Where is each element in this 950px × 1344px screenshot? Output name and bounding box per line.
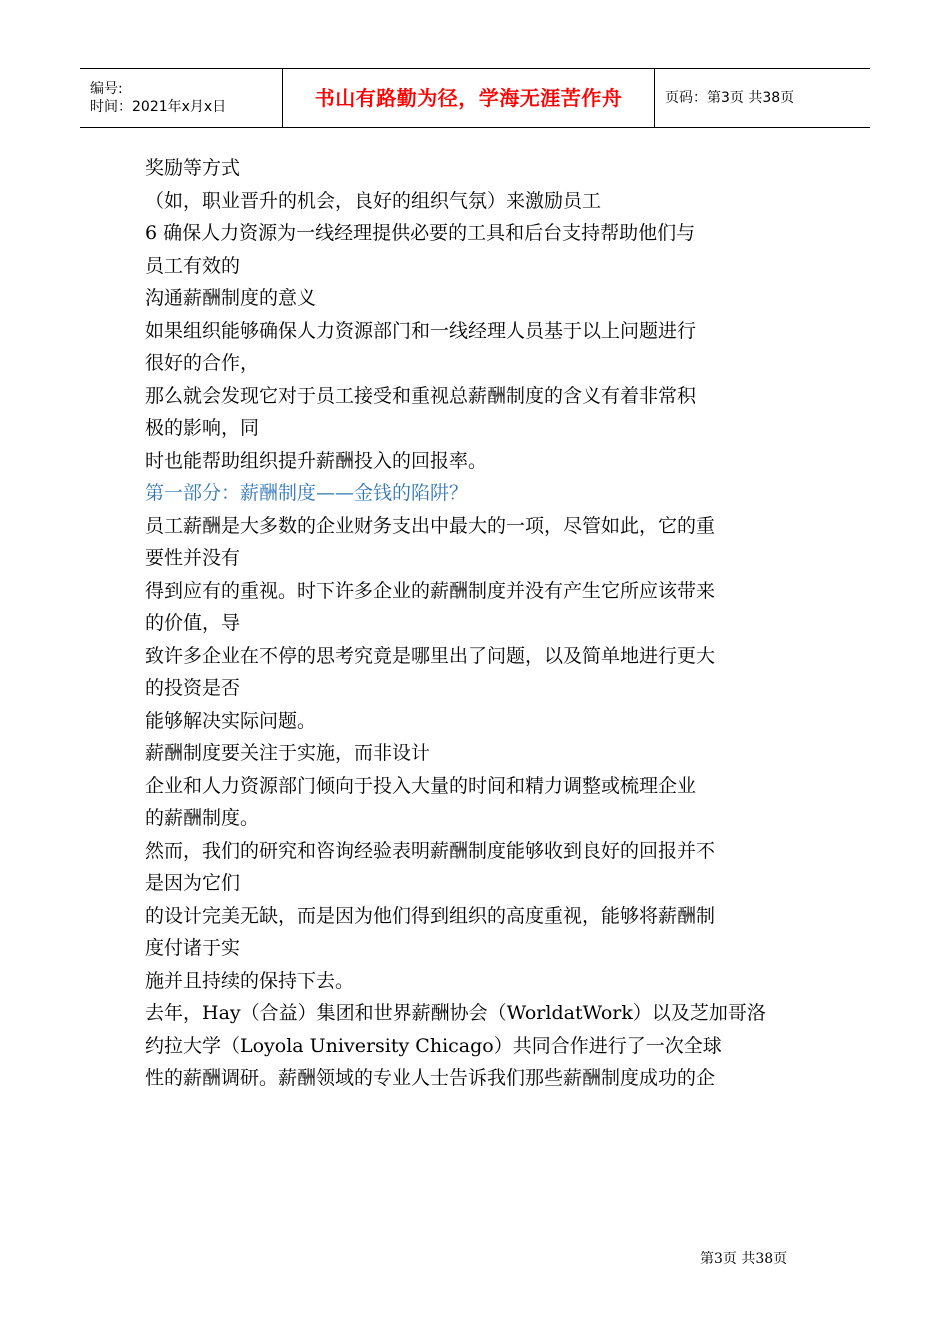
- header-motto-cell: [283, 69, 655, 127]
- text-line: 的薪酬制度。: [145, 807, 260, 829]
- footer-page-number: 第3页 共38页: [700, 1251, 788, 1267]
- text-line: 的投资是否: [145, 677, 241, 699]
- text-line: 度付诸于实: [145, 937, 241, 959]
- text-line: 能够解决实际问题。: [145, 709, 317, 732]
- text-line: 6 确保人力资源为一线经理提供必要的工具和后台支持帮助他们与: [145, 222, 696, 244]
- document-time-label: 时间：2021年x月x日: [90, 99, 227, 115]
- text-line: 很好的合作，: [145, 352, 260, 374]
- text-line: 的价值，导: [145, 612, 241, 634]
- text-line: 如果组织能够确保人力资源部门和一线经理人员基于以上问题进行: [145, 319, 697, 342]
- text-line: （如，职业晋升的机会，良好的组织气氛）来激励员工: [145, 189, 602, 212]
- section-heading: 第一部分：薪酬制度——金钱的陷阱？: [145, 482, 469, 504]
- text-line: 那么就会发现它对于员工接受和重视总薪酬制度的含义有着非常积: [145, 384, 697, 407]
- header-page-number: 页码：第3页 共38页: [665, 90, 795, 106]
- text-line: 去年，Hay（合益）集团和世界薪酬协会（WorldatWork）以及芝加哥洛: [145, 1002, 766, 1024]
- page-header: [80, 68, 870, 128]
- text-line: 是因为它们: [145, 872, 241, 894]
- text-line: 薪酬制度要关注于实施，而非设计: [145, 742, 431, 764]
- document-body: [145, 152, 810, 1095]
- text-line: 极的影响，同: [145, 417, 260, 439]
- text-line: 员工有效的: [145, 254, 241, 277]
- text-line: 得到应有的重视。时下许多企业的薪酬制度并没有产生它所应该带来: [145, 579, 716, 602]
- header-motto: 书山有路勤为径，学海无涯苦作舟: [314, 86, 623, 110]
- text-line: 性的薪酬调研。薪酬领域的专业人士告诉我们那些薪酬制度成功的企: [145, 1067, 716, 1089]
- text-line: 约拉大学（Loyola University Chicago）共同合作进行了一次全球: [145, 1034, 722, 1057]
- text-line: 致许多企业在不停的思考究竟是哪里出了问题，以及简单地进行更大: [145, 644, 716, 667]
- text-line: 的设计完美无缺，而是因为他们得到组织的高度重视，能够将薪酬制: [145, 904, 716, 927]
- text-line: 施并且持续的保持下去。: [145, 969, 355, 992]
- text-line: 员工薪酬是大多数的企业财务支出中最大的一项，尽管如此，它的重: [145, 514, 716, 537]
- text-line: 时也能帮助组织提升薪酬投入的回报率。: [145, 449, 488, 472]
- document-number-label: 编号:: [90, 81, 123, 97]
- text-line: 然而，我们的研究和咨询经验表明薪酬制度能够收到良好的回报并不: [145, 839, 716, 862]
- header-page-cell: [655, 69, 870, 127]
- text-line: 沟通薪酬制度的意义: [145, 287, 317, 309]
- header-meta: [80, 69, 283, 127]
- text-line: 奖励等方式: [145, 157, 241, 179]
- text-line: 要性并没有: [145, 547, 241, 569]
- text-line: 企业和人力资源部门倾向于投入大量的时间和精力调整或梳理企业: [145, 774, 697, 797]
